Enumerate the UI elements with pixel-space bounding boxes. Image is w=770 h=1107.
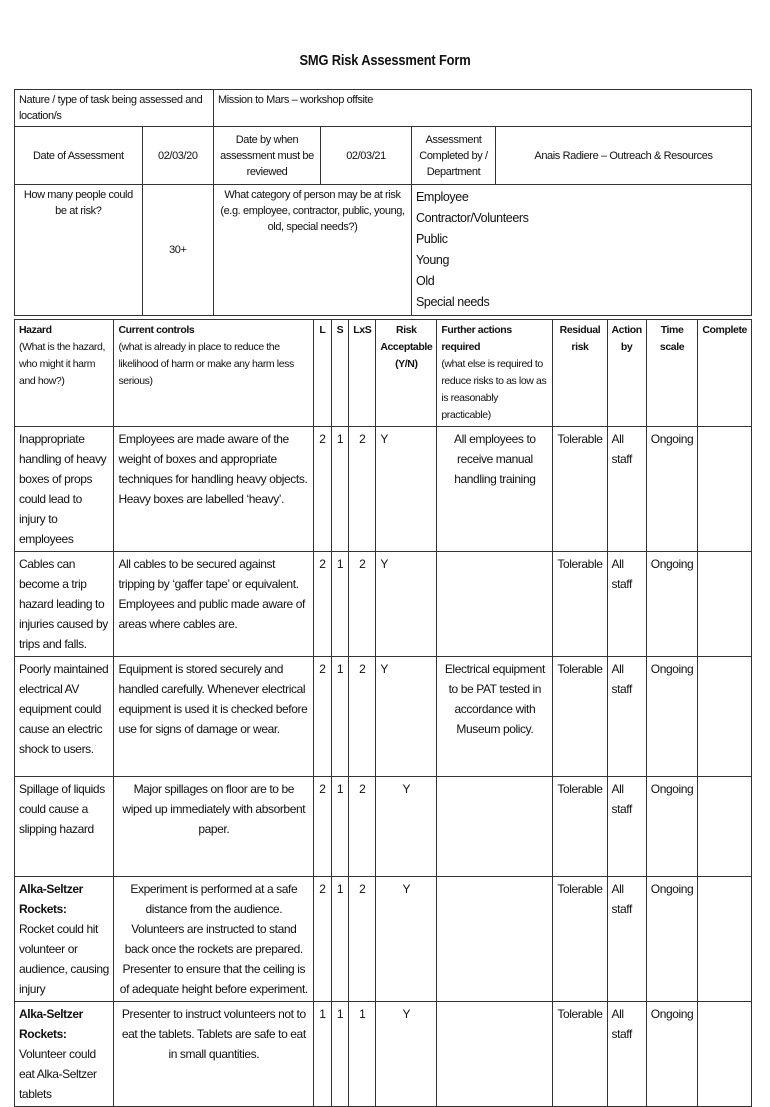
task-value: Mission to Mars – workshop offsite — [214, 90, 752, 127]
col-controls — [114, 320, 314, 427]
col-further-title: Further actions required — [441, 324, 512, 353]
time-scale-cell: Ongoing — [646, 552, 698, 657]
category-label: What category of person may be at risk (e.g. employee, contractor, public, young, old, special needs?) — [214, 185, 412, 316]
severity-cell: 1 — [331, 552, 349, 657]
residual-risk-cell: Tolerable — [553, 427, 607, 552]
task-label: Nature / type of task being assessed and location/s — [15, 90, 214, 127]
residual-risk-cell: Tolerable — [553, 777, 607, 877]
severity-cell: 1 — [331, 777, 349, 877]
risk-row — [15, 877, 752, 1002]
action-by-cell: All staff — [607, 877, 646, 1002]
further-actions-cell — [437, 1002, 553, 1107]
complete-cell — [698, 657, 752, 777]
acceptable-cell: Y — [376, 777, 437, 877]
people-label: How many people could be at risk? — [15, 185, 143, 316]
col-hazard — [15, 320, 114, 427]
risk-row — [15, 1002, 752, 1107]
lxs-cell: 1 — [349, 1002, 376, 1107]
further-actions-cell: All employees to receive manual handling training — [437, 427, 553, 552]
time-scale-cell: Ongoing — [646, 1002, 698, 1107]
category-item: Young — [416, 253, 449, 267]
hazard-cell — [15, 1002, 114, 1107]
time-scale-cell: Ongoing — [646, 777, 698, 877]
further-actions-cell: Electrical equipment to be PAT tested in accordance with Museum policy. — [437, 657, 553, 777]
likelihood-cell: 2 — [314, 657, 332, 777]
date-value: 02/03/20 — [142, 127, 213, 185]
acceptable-cell: Y — [376, 657, 437, 777]
risk-table — [14, 319, 752, 1107]
col-s: S — [331, 320, 349, 427]
further-actions-cell — [437, 877, 553, 1002]
risk-row — [15, 427, 752, 552]
action-by-cell: All staff — [607, 657, 646, 777]
controls-cell: Employees are made aware of the weight of boxes and appropriate techniques for handling heavy objects. Heavy boxes are labelled ‘heavy’. — [114, 427, 314, 552]
col-hazard-sub: (What is the hazard, who might it harm and how?) — [19, 341, 105, 387]
category-item: Special needs — [416, 295, 490, 309]
category-item: Employee — [416, 190, 469, 204]
acceptable-cell: Y — [376, 427, 437, 552]
severity-cell: 1 — [331, 1002, 349, 1107]
hazard-cell — [15, 877, 114, 1002]
hazard-text: Cables can become a trip hazard leading to injuries caused by trips and falls. — [19, 557, 108, 651]
lxs-cell: 2 — [349, 657, 376, 777]
col-controls-sub: (what is already in place to reduce the likelihood of harm or make any harm less serious) — [118, 341, 294, 387]
col-lxs: LxS — [349, 320, 376, 427]
further-actions-cell — [437, 777, 553, 877]
controls-cell: Major spillages on floor are to be wiped up immediately with absorbent paper. — [114, 777, 314, 877]
col-l: L — [314, 320, 332, 427]
col-further-sub: (what else is required to reduce risks to as low as is reasonably practicable) — [441, 358, 547, 421]
complete-cell — [698, 1002, 752, 1107]
residual-risk-cell: Tolerable — [553, 877, 607, 1002]
people-value: 30+ — [142, 185, 213, 316]
lxs-cell: 2 — [349, 552, 376, 657]
hazard-text: Rocket could hit volunteer or audience, causing injury — [19, 922, 109, 996]
lxs-cell: 2 — [349, 427, 376, 552]
acceptable-cell: Y — [376, 1002, 437, 1107]
col-time: Time scale — [646, 320, 698, 427]
severity-cell: 1 — [331, 657, 349, 777]
action-by-cell: All staff — [607, 777, 646, 877]
hazard-text: Spillage of liquids could cause a slipping hazard — [19, 782, 105, 836]
time-scale-cell: Ongoing — [646, 657, 698, 777]
complete-cell — [698, 877, 752, 1002]
severity-cell: 1 — [331, 427, 349, 552]
col-hazard-title: Hazard — [19, 324, 52, 336]
col-further — [437, 320, 553, 427]
likelihood-cell: 2 — [314, 427, 332, 552]
hazard-text: Volunteer could eat Alka-Seltzer tablets — [19, 1047, 97, 1101]
controls-cell: Equipment is stored securely and handled carefully. Whenever electrical equipment is used it is checked before use for signs of damage or wear. — [114, 657, 314, 777]
hazard-cell — [15, 777, 114, 877]
risk-row — [15, 657, 752, 777]
col-complete: Complete — [698, 320, 752, 427]
severity-cell: 1 — [331, 877, 349, 1002]
lxs-cell: 2 — [349, 777, 376, 877]
controls-cell: Presenter to instruct volunteers not to eat the tablets. Tablets are safe to eat in small quantities. — [114, 1002, 314, 1107]
residual-risk-cell: Tolerable — [553, 657, 607, 777]
category-item: Contractor/Volunteers — [416, 211, 529, 225]
hazard-text: Poorly maintained electrical AV equipment could cause an electric shock to users. — [19, 662, 109, 756]
time-scale-cell: Ongoing — [646, 427, 698, 552]
action-by-cell: All staff — [607, 552, 646, 657]
risk-table-header — [15, 320, 752, 427]
risk-row — [15, 552, 752, 657]
lxs-cell: 2 — [349, 877, 376, 1002]
col-acceptable: Risk Acceptable (Y/N) — [376, 320, 437, 427]
residual-risk-cell: Tolerable — [553, 552, 607, 657]
controls-cell: Experiment is performed at a safe distance from the audience. Volunteers are instructed to stand back once the rockets are prepared. Presenter to ensure that the ceiling is of adequate height before experiment. — [114, 877, 314, 1002]
action-by-cell: All staff — [607, 427, 646, 552]
controls-cell: All cables to be secured against tripping by ‘gaffer tape’ or equivalent. Employees and public made aware of areas where cables are. — [114, 552, 314, 657]
action-by-cell: All staff — [607, 1002, 646, 1107]
acceptable-cell: Y — [376, 877, 437, 1002]
likelihood-cell: 2 — [314, 552, 332, 657]
complete-cell — [698, 777, 752, 877]
complete-cell — [698, 427, 752, 552]
review-label: Date by when assessment must be reviewed — [214, 127, 321, 185]
date-label: Date of Assessment — [15, 127, 143, 185]
category-item: Old — [416, 274, 435, 288]
residual-risk-cell: Tolerable — [553, 1002, 607, 1107]
likelihood-cell: 2 — [314, 877, 332, 1002]
complete-cell — [698, 552, 752, 657]
hazard-cell — [15, 657, 114, 777]
hazard-text: Inappropriate handling of heavy boxes of props could lead to injury to employees — [19, 432, 107, 546]
hazard-title: Alka-Seltzer Rockets: — [19, 882, 83, 916]
risk-row — [15, 777, 752, 877]
assessment-header-table — [14, 89, 752, 316]
completed-value: Anais Radiere – Outreach & Resources — [496, 127, 752, 185]
col-residual: Residual risk — [553, 320, 607, 427]
completed-label: Assessment Completed by / Department — [412, 127, 496, 185]
further-actions-cell — [437, 552, 553, 657]
form-title: SMG Risk Assessment Form — [299, 52, 471, 69]
acceptable-cell: Y — [376, 552, 437, 657]
hazard-cell — [15, 552, 114, 657]
review-value: 02/03/21 — [321, 127, 412, 185]
likelihood-cell: 1 — [314, 1002, 332, 1107]
hazard-cell — [15, 427, 114, 552]
time-scale-cell: Ongoing — [646, 877, 698, 1002]
hazard-title: Alka-Seltzer Rockets: — [19, 1007, 83, 1041]
category-item: Public — [416, 232, 448, 246]
col-controls-title: Current controls — [118, 324, 195, 336]
likelihood-cell: 2 — [314, 777, 332, 877]
col-action: Action by — [607, 320, 646, 427]
category-list — [412, 185, 752, 316]
